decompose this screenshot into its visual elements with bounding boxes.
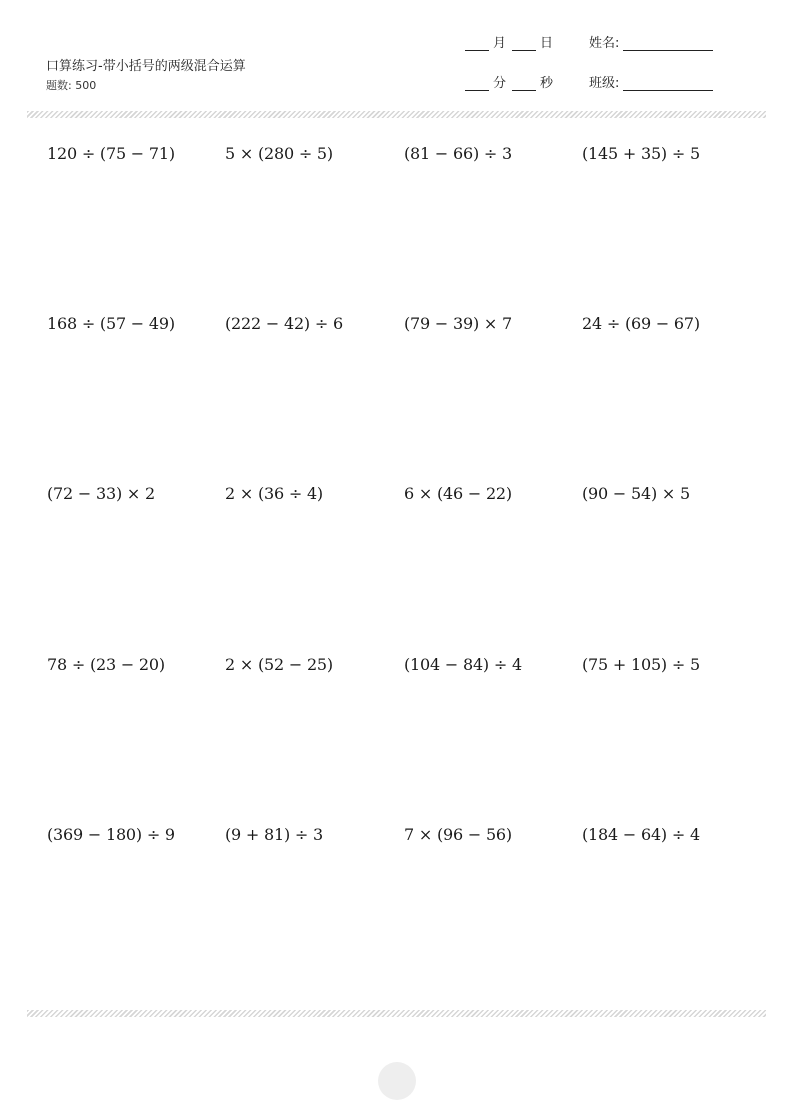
day-label: 日 (540, 36, 554, 51)
name-label: 姓名: (589, 36, 620, 51)
problem-item: 5 × (280 ÷ 5) (225, 144, 333, 163)
problem-item: (81 − 66) ÷ 3 (404, 144, 512, 163)
problem-item: (145 + 35) ÷ 5 (582, 144, 700, 163)
problem-item: (222 − 42) ÷ 6 (225, 314, 343, 333)
bottom-divider (27, 1010, 766, 1017)
problem-item: (72 − 33) × 2 (47, 484, 155, 503)
second-label: 秒 (540, 76, 554, 91)
problem-item: 24 ÷ (69 − 67) (582, 314, 700, 333)
minute-label: 分 (493, 76, 507, 91)
problem-item: 2 × (36 ÷ 4) (225, 484, 323, 503)
problem-item: (9 + 81) ÷ 3 (225, 825, 323, 844)
problem-item: 120 ÷ (75 − 71) (47, 144, 175, 163)
worksheet-title: 口算练习-带小括号的两级混合运算 (46, 59, 246, 74)
problem-item: (104 − 84) ÷ 4 (404, 655, 522, 674)
problem-item: (369 − 180) ÷ 9 (47, 825, 175, 844)
problem-item: (79 − 39) × 7 (404, 314, 512, 333)
problem-item: 7 × (96 − 56) (404, 825, 512, 844)
page-indicator (378, 1062, 416, 1100)
class-label: 班级: (589, 76, 620, 91)
problem-item: (184 − 64) ÷ 4 (582, 825, 700, 844)
month-label: 月 (493, 36, 507, 51)
problem-item: (75 + 105) ÷ 5 (582, 655, 700, 674)
problem-item: 78 ÷ (23 − 20) (47, 655, 165, 674)
problem-item: 168 ÷ (57 − 49) (47, 314, 175, 333)
problem-count: 题数: 500 (46, 79, 97, 92)
problem-item: (90 − 54) × 5 (582, 484, 690, 503)
problem-item: 2 × (52 − 25) (225, 655, 333, 674)
problem-item: 6 × (46 − 22) (404, 484, 512, 503)
